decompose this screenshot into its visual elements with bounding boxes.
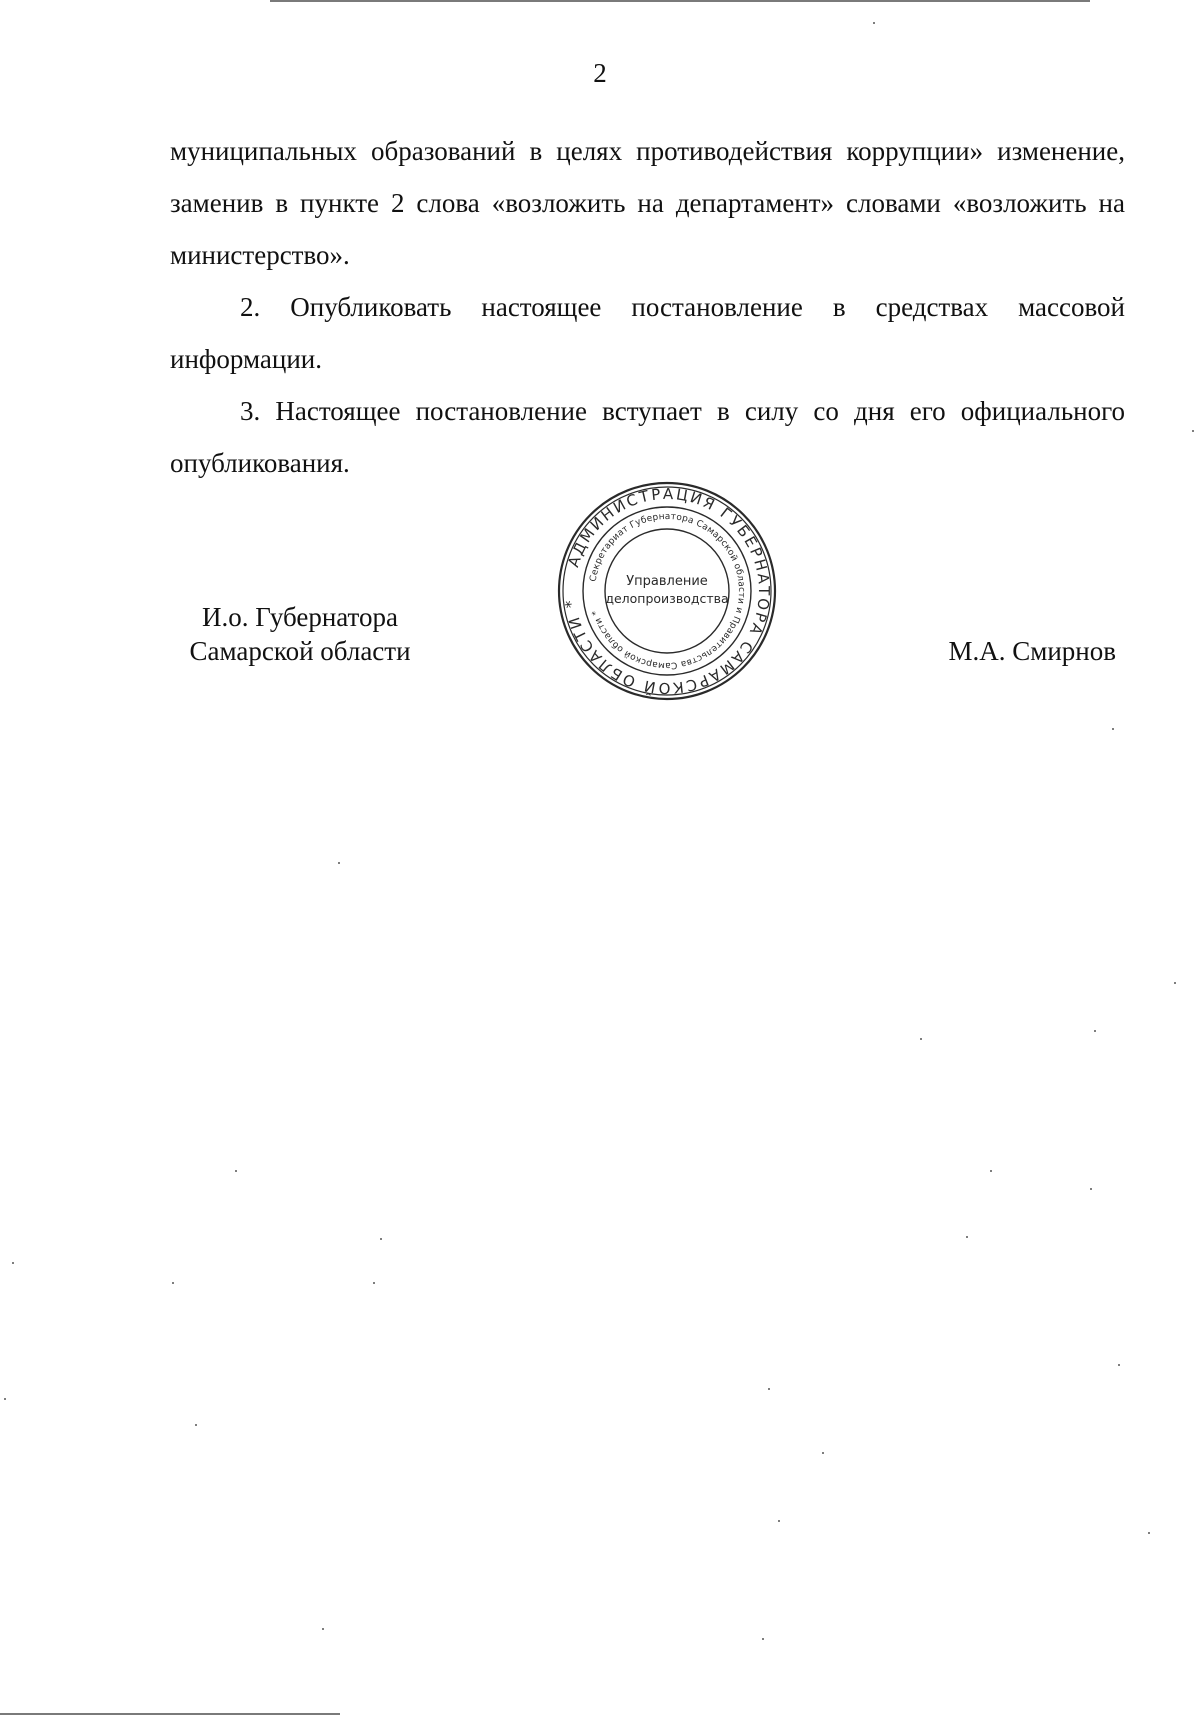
scan-speck xyxy=(990,1170,992,1172)
scan-speck xyxy=(920,1038,922,1040)
scan-speck xyxy=(966,1236,968,1238)
scan-speck xyxy=(1118,1364,1120,1366)
signatory-title xyxy=(160,600,440,668)
signatory-name: М.А. Смирнов xyxy=(948,636,1116,666)
paragraph-item-3: 3. Настоящее постановление вступает в силу со дня его официального опубликования. xyxy=(170,396,1125,478)
stamp-inner-text: Секретариат Губернатора Самарской области и Правительства Самарской области * xyxy=(588,511,747,671)
scan-speck xyxy=(1148,1532,1150,1534)
scan-speck xyxy=(822,1452,824,1454)
official-stamp xyxy=(554,478,780,704)
scan-speck xyxy=(373,1282,375,1284)
scan-speck xyxy=(380,1238,382,1240)
scan-speck xyxy=(338,862,340,864)
scan-speck xyxy=(762,1638,764,1640)
scan-speck xyxy=(4,1398,6,1400)
scan-speck xyxy=(1192,430,1194,432)
paragraph-continuation: муниципальных образований в целях противодействия коррупции» изменение, заменив в пункте 2 слова «возложить на департамент» словами «возложить на министерство». xyxy=(170,136,1125,270)
scan-speck xyxy=(1174,982,1176,984)
top-scan-edge xyxy=(270,0,1090,2)
scan-speck xyxy=(873,22,875,24)
scan-speck xyxy=(1094,1030,1096,1032)
scan-speck xyxy=(1090,1188,1092,1190)
scan-speck xyxy=(778,1520,780,1522)
scan-speck xyxy=(768,1388,770,1390)
stamp-center-line-1: Управление xyxy=(626,574,708,589)
bottom-scan-edge xyxy=(0,1713,340,1715)
stamp-center-line-2: делопроизводства xyxy=(605,591,729,606)
signatory-title-line-2: Самарской области xyxy=(189,636,411,666)
scan-speck xyxy=(195,1424,197,1426)
scan-speck xyxy=(322,1628,324,1630)
scan-speck xyxy=(172,1282,174,1284)
stamp-outer-text: АДМИНИСТРАЦИЯ ГУБЕРНАТОРА САМАРСКОЙ ОБЛАСТИ * xyxy=(561,484,774,698)
scan-speck xyxy=(235,1170,237,1172)
document-body xyxy=(170,125,1125,489)
scan-speck xyxy=(12,1262,14,1264)
signatory-title-line-1: И.о. Губернатора xyxy=(201,602,398,632)
page-number: 2 xyxy=(593,58,607,88)
scan-speck xyxy=(1112,728,1114,730)
paragraph-item-2: 2. Опубликовать настоящее постановление в средствах массовой информации. xyxy=(170,292,1125,374)
